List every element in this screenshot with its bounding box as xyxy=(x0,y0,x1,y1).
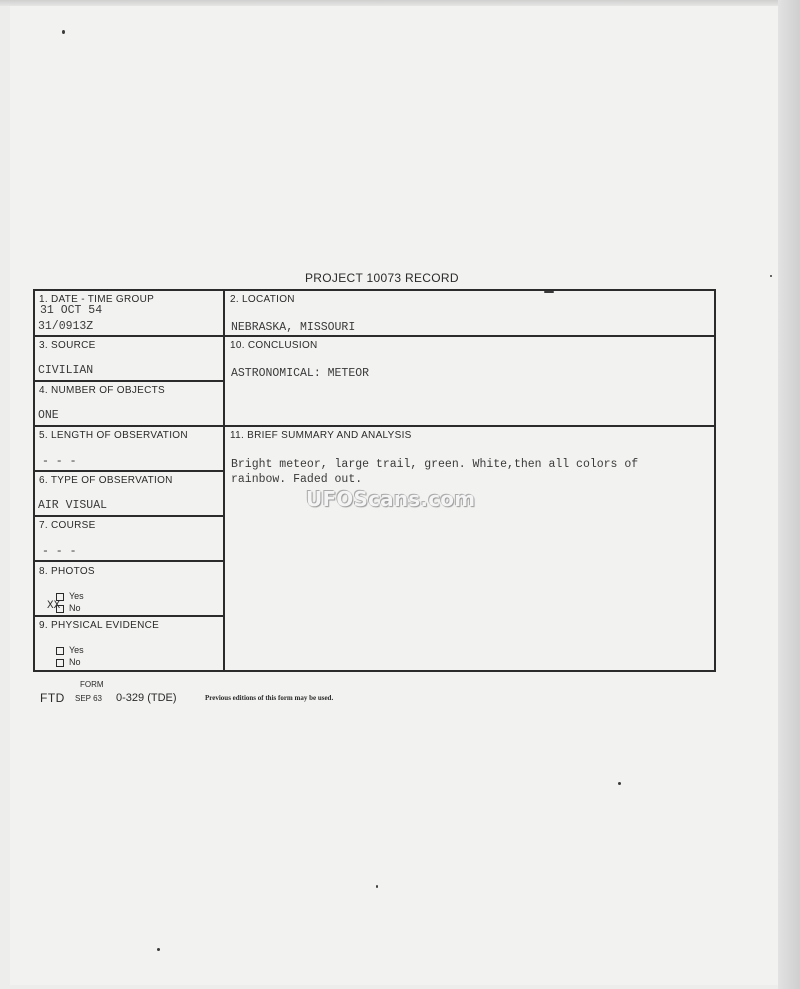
dust-speck xyxy=(618,782,621,785)
photos-label: 8. PHOTOS xyxy=(39,566,95,577)
dust-speck xyxy=(62,30,65,34)
type-of-observation-label: 6. TYPE OF OBSERVATION xyxy=(39,475,173,486)
time-value: 31/0913Z xyxy=(38,320,94,333)
conclusion-value: ASTRONOMICAL: METEOR xyxy=(231,367,370,380)
course-label: 7. COURSE xyxy=(39,520,96,531)
footer-ftd: FTD xyxy=(40,691,65,705)
date-value: 31 OCT 54 xyxy=(40,304,103,317)
physical-evidence-label: 9. PHYSICAL EVIDENCE xyxy=(39,620,160,631)
number-of-objects-label: 4. NUMBER OF OBJECTS xyxy=(39,385,166,396)
footer-date: SEP 63 xyxy=(75,694,102,703)
photos-no-typed-mark: XX xyxy=(47,600,61,612)
brief-summary-label: 11. BRIEF SUMMARY AND ANALYSIS xyxy=(230,430,412,441)
row-divider xyxy=(34,335,715,337)
row-divider xyxy=(34,515,224,517)
dust-speck xyxy=(157,948,160,951)
dust-speck xyxy=(376,885,378,888)
row-divider xyxy=(34,380,224,382)
location-label: 2. LOCATION xyxy=(230,294,295,305)
physical-evidence-no-label: No xyxy=(69,657,81,667)
length-of-observation-value: - - - xyxy=(42,455,77,468)
location-value: NEBRASKA, MISSOURI xyxy=(231,321,356,334)
watermark-logo: UFOScans.com xyxy=(306,487,476,511)
photos-yes-label: Yes xyxy=(69,591,84,601)
type-of-observation-value: AIR VISUAL xyxy=(38,499,108,512)
footer-note: Previous editions of this form may be used. xyxy=(205,694,334,702)
row-divider xyxy=(34,470,224,472)
dust-speck xyxy=(770,275,772,277)
footer-form-number: 0-329 (TDE) xyxy=(116,692,177,704)
physical-evidence-yes-option xyxy=(56,645,84,655)
column-divider xyxy=(223,290,225,671)
row-divider xyxy=(34,615,224,617)
conclusion-label: 10. CONCLUSION xyxy=(230,340,318,351)
photos-no-label: No xyxy=(69,603,81,613)
source-value: CIVILIAN xyxy=(38,364,94,377)
number-of-objects-value: ONE xyxy=(38,409,59,422)
physical-evidence-yes-label: Yes xyxy=(69,645,84,655)
source-label: 3. SOURCE xyxy=(39,340,96,351)
checkbox-icon xyxy=(56,647,64,655)
brief-summary-value: Bright meteor, large trail, green. White,then all colors of rainbow. Faded out. xyxy=(231,458,639,486)
length-of-observation-label: 5. LENGTH OF OBSERVATION xyxy=(39,430,188,441)
scan-right-edge xyxy=(778,0,800,989)
footer-form-word: FORM xyxy=(80,680,104,689)
date-time-group-label: 1. DATE - TIME GROUP xyxy=(39,294,155,305)
checkbox-icon xyxy=(56,659,64,667)
physical-evidence-no-option xyxy=(56,657,81,667)
form-title: PROJECT 10073 RECORD xyxy=(305,271,459,285)
row-divider xyxy=(34,560,224,562)
course-value: - - - xyxy=(42,545,77,558)
row-divider xyxy=(34,425,715,427)
